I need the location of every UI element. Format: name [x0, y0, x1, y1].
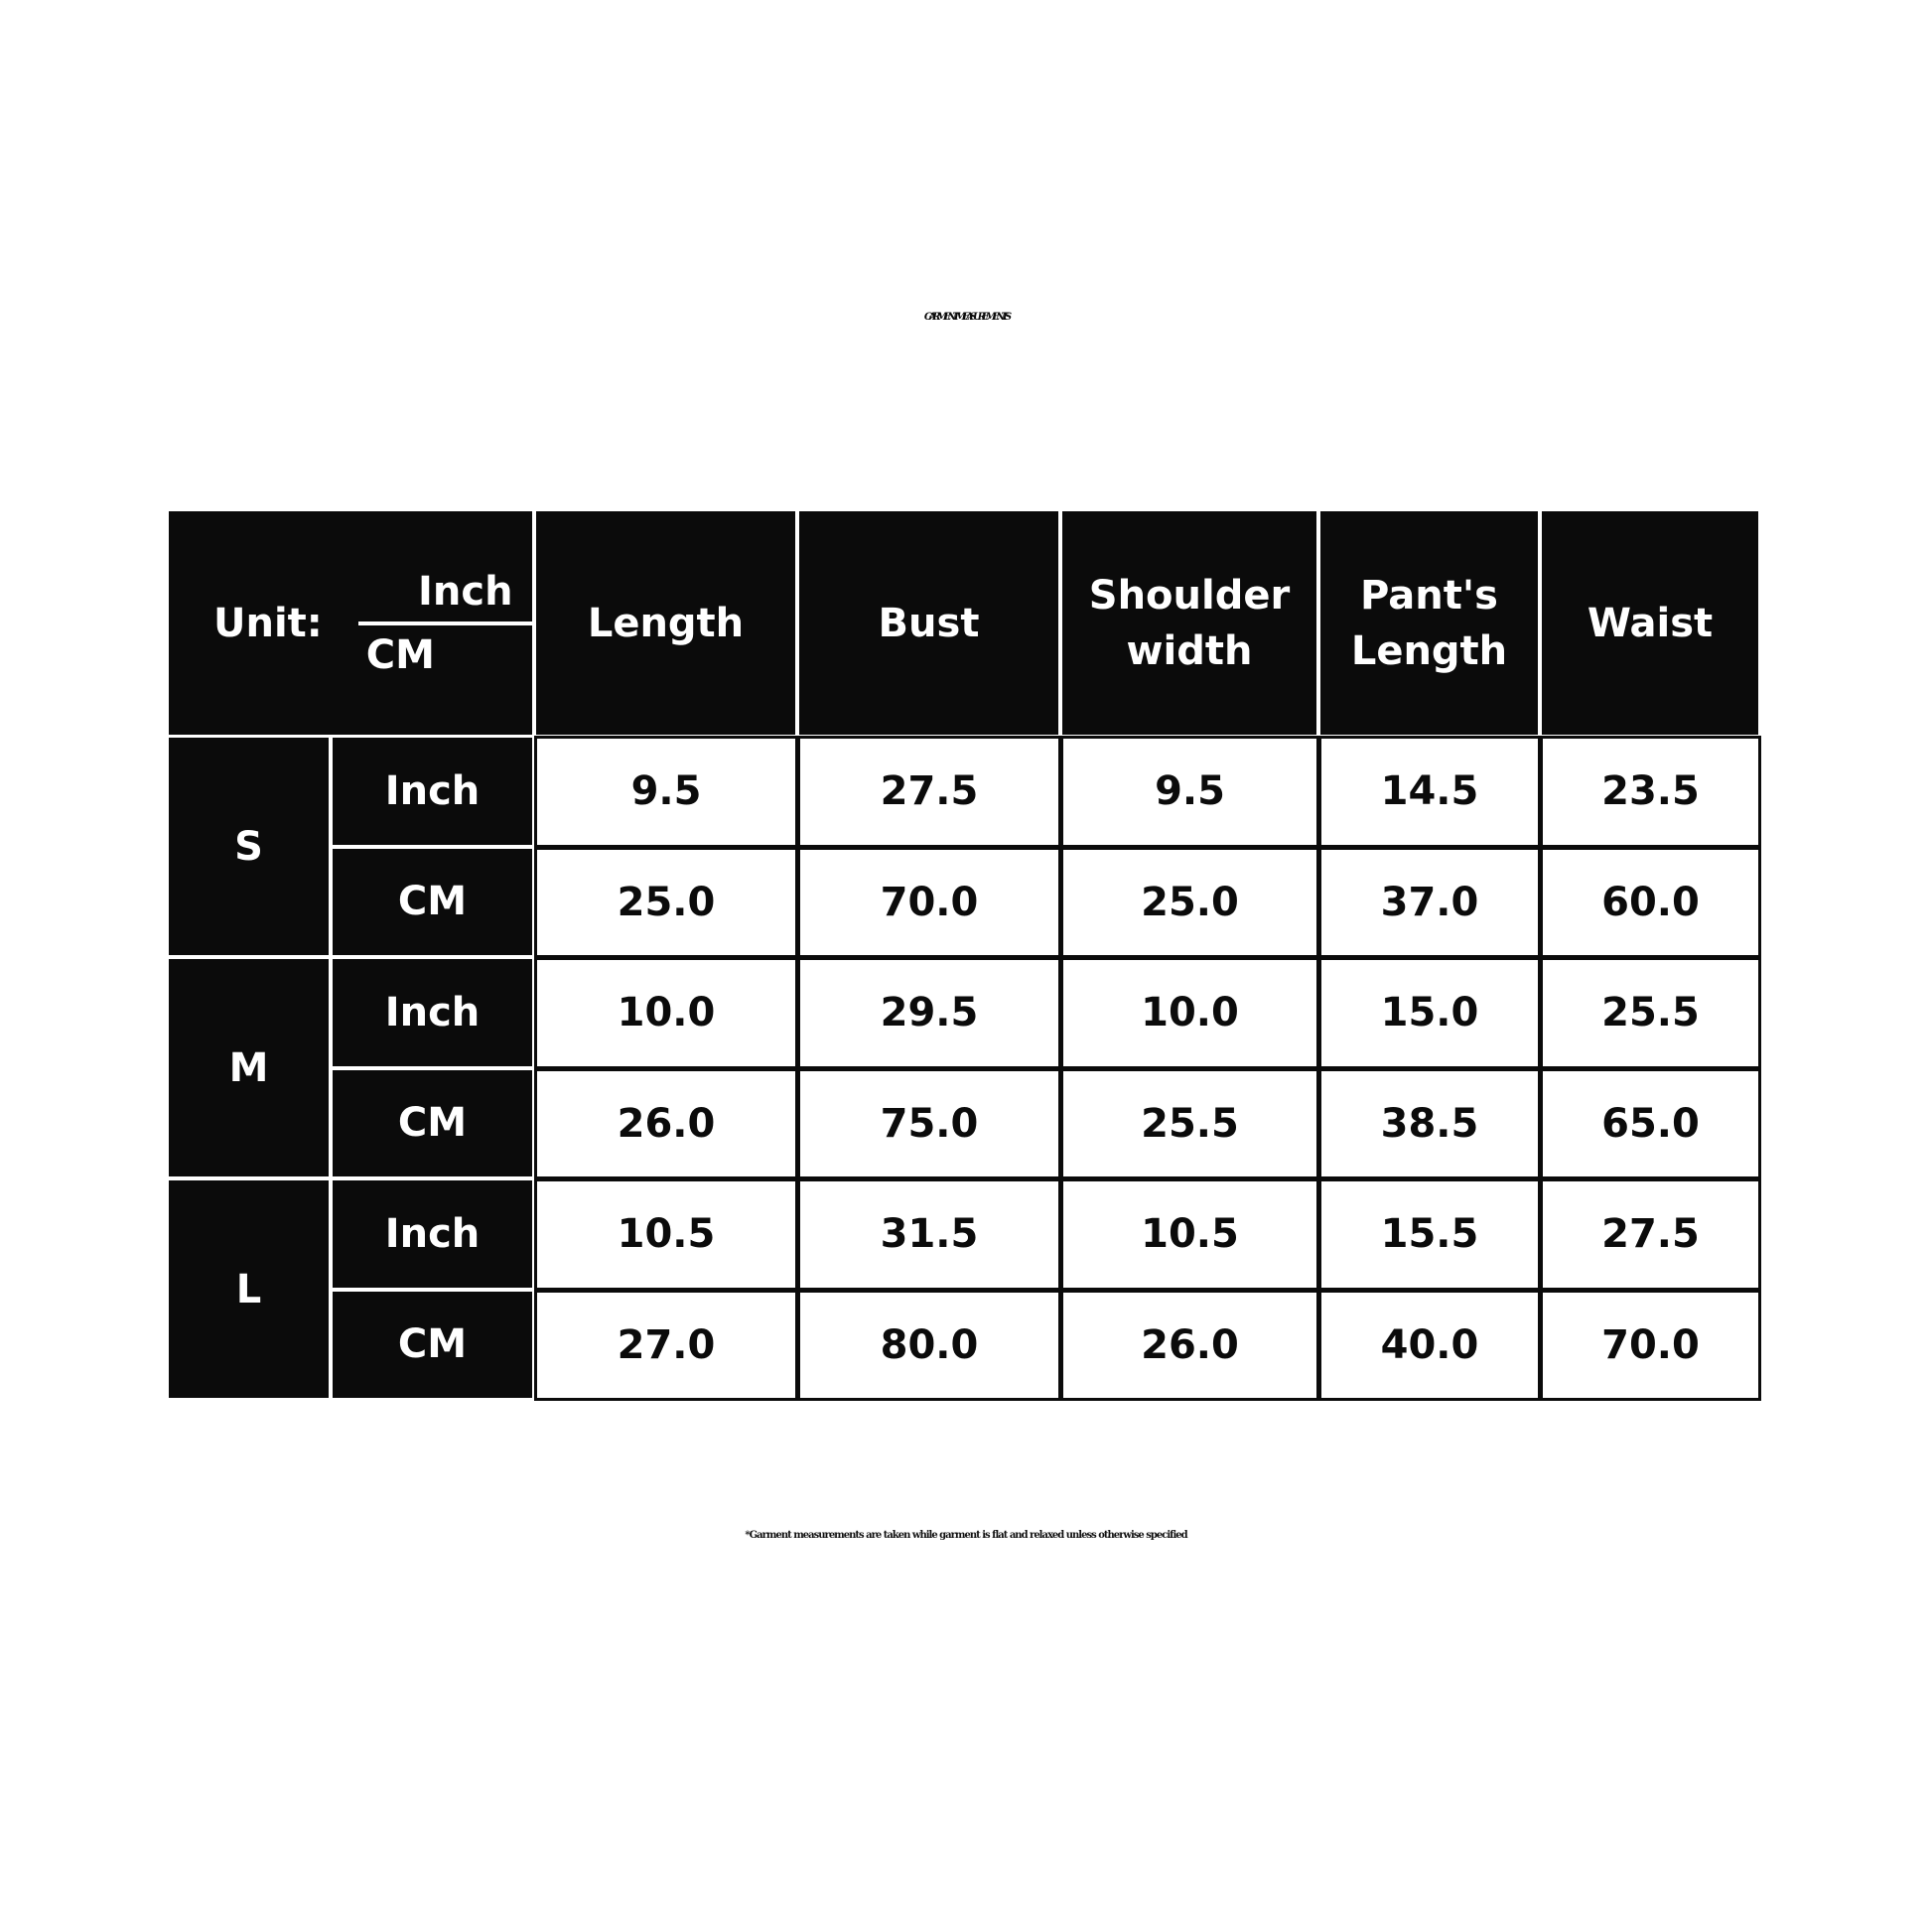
size-label-cell: L: [169, 1180, 329, 1398]
measurement-cell: 38.5: [1318, 1068, 1541, 1180]
unit-row-label: Inch: [333, 959, 532, 1066]
measurement-cell: 25.0: [534, 847, 798, 959]
unit-secondary: CM: [365, 631, 435, 678]
measurement-cell: 40.0: [1318, 1290, 1541, 1402]
measurement-cell: 60.0: [1540, 847, 1761, 959]
measurement-cell: 25.5: [1060, 1068, 1319, 1180]
footnote: *Garment measurements are taken while garment is flat and relaxed unless otherwise specified: [745, 1530, 1187, 1541]
unit-row-label: Inch: [333, 738, 532, 845]
measurement-cell: 25.0: [1060, 847, 1319, 959]
column-header-2: Shoulder width: [1062, 511, 1316, 735]
measurement-cell: 75.0: [797, 1068, 1061, 1180]
unit-primary: Inch: [358, 564, 565, 625]
measurement-cell: 14.5: [1318, 736, 1541, 848]
unit-switch-label: [358, 564, 557, 683]
column-header-0: Length: [536, 511, 795, 735]
measurement-cell: 15.0: [1318, 957, 1541, 1069]
measurement-cell: 23.5: [1540, 736, 1761, 848]
measurement-cell: 80.0: [797, 1290, 1061, 1402]
measurement-cell: 27.0: [534, 1290, 798, 1402]
measurement-cell: 10.0: [1060, 957, 1319, 1069]
column-header-1: Bust: [799, 511, 1058, 735]
page-title: GARMENT MEASUREMENTS: [923, 312, 1009, 323]
measurement-cell: 65.0: [1540, 1068, 1761, 1180]
measurement-cell: 15.5: [1318, 1178, 1541, 1291]
measurement-cell: 29.5: [797, 957, 1061, 1069]
measurement-cell: 27.5: [1540, 1178, 1761, 1291]
size-chart-table: [169, 511, 1757, 1400]
measurement-cell: 25.5: [1540, 957, 1761, 1069]
measurement-cell: 10.0: [534, 957, 798, 1069]
unit-row-label: Inch: [333, 1180, 532, 1288]
unit-header-cell: [169, 511, 532, 735]
column-header-3: Pant's Length: [1320, 511, 1538, 735]
unit-row-label: CM: [333, 1070, 532, 1177]
measurement-cell: 10.5: [534, 1178, 798, 1291]
unit-row-label: CM: [333, 849, 532, 956]
measurement-cell: 37.0: [1318, 847, 1541, 959]
measurement-cell: 70.0: [1540, 1290, 1761, 1402]
measurement-cell: 9.5: [1060, 736, 1319, 848]
measurement-cell: 31.5: [797, 1178, 1061, 1291]
unit-row-label: CM: [333, 1292, 532, 1399]
size-label-cell: S: [169, 738, 329, 955]
measurement-cell: 27.5: [797, 736, 1061, 848]
measurement-cell: 70.0: [797, 847, 1061, 959]
column-header-4: Waist: [1542, 511, 1758, 735]
size-label-cell: M: [169, 959, 329, 1176]
measurement-cell: 9.5: [534, 736, 798, 848]
measurement-cell: 10.5: [1060, 1178, 1319, 1291]
measurement-cell: 26.0: [534, 1068, 798, 1180]
unit-label: Unit:: [213, 600, 323, 646]
measurement-cell: 26.0: [1060, 1290, 1319, 1402]
